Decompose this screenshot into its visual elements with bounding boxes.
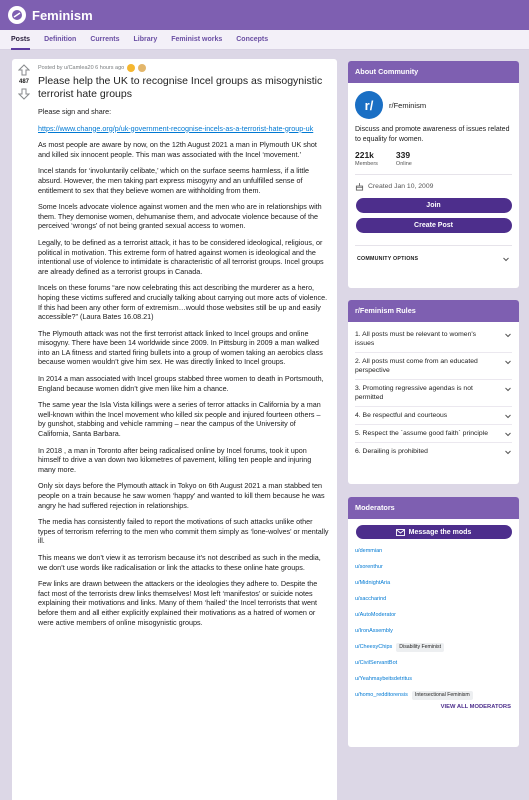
join-button[interactable]: Join — [356, 198, 512, 213]
moderator-item[interactable] — [348, 607, 519, 623]
message-mods-button[interactable] — [356, 525, 512, 539]
post-meta-text[interactable]: Posted by u/Camlea20 6 hours ago — [38, 65, 125, 71]
moderator-name[interactable]: u/MidnightAria — [355, 580, 391, 586]
moderator-name[interactable]: u/CheesyChips — [355, 644, 393, 650]
moderator-item[interactable] — [348, 543, 519, 559]
vote-column — [12, 59, 36, 100]
moderator-item[interactable] — [348, 591, 519, 607]
downvote-icon[interactable] — [18, 88, 30, 100]
divider — [355, 174, 512, 175]
chevron-down-icon — [504, 448, 512, 456]
post-paragraph: Please sign and share: — [38, 107, 112, 116]
post-paragraph: This means we don’t view it as terrorism because it’s not described as such in the media, we don’t use words like radicalisation or link the attacks to these online hate groups. — [38, 552, 321, 572]
post-paragraph: Few links are drawn between the attackers or the ideologies they adhere to. Despite the fact most of the terrorists drew links themselves! Most left ‘manifestos’ or suicide notes explaining their motivations and links. Many of them ‘hailed’ the Incel terrorists that went before them and all either explicitly explained their motivations as a hatred of women or were active members of online misogynistic groups. — [38, 579, 318, 627]
moderator-item[interactable] — [348, 623, 519, 639]
post-paragraph: Legally, to be defined as a terrorist attack, it has to be considered ideological, religious, or political in motivation. This extreme form of hatred against women is ideological and the intentional use of violence to intimidate is characteristic of all terrorist groups. Incel groups are already defined as a terrorist groups in Canada. — [38, 237, 324, 276]
nav-tab-posts[interactable]: Posts — [11, 30, 30, 50]
rule-text: 3. Promoting regressive agendas is not permitted — [355, 385, 473, 401]
post-paragraph: As most people are aware by now, on the 12th August 2021 a man in Plymouth UK shot and killed six innocent people. This man was associated with the Incel ‘movement.’ — [38, 140, 317, 159]
chevron-down-icon — [504, 358, 512, 366]
rule-text: 2. All posts must come from an educated perspective — [355, 358, 478, 374]
view-all-moderators-link[interactable]: VIEW ALL MODERATORS — [440, 704, 511, 710]
petition-link[interactable]: https://www.change.org/p/uk-government-recognise-incels-as-a-terrorist-hate-group-uk — [38, 123, 314, 133]
moderators-card — [348, 497, 519, 747]
post-meta — [38, 63, 330, 73]
chevron-down-icon — [504, 385, 512, 393]
nav-tab-library[interactable]: Library — [133, 35, 158, 43]
community-stats — [355, 150, 512, 167]
rules-header: r/Feminism Rules — [348, 300, 519, 322]
moderator-item[interactable] — [348, 687, 519, 703]
upvote-icon[interactable] — [18, 64, 30, 76]
rule-text: 4. Be respectful and courteous — [355, 412, 448, 419]
moderator-item[interactable] — [348, 575, 519, 591]
post-paragraph: Only six days before the Plymouth attack in Tokyo on 6th August 2021 a man stabbed ten people on a train because he saw women ‘happy’ and wanted to kill them because he was angry he had suffered rejection in relationships. — [38, 481, 325, 510]
post-title[interactable]: Please help the UK to recognise Incel groups as misogynistic terrorist hate groups — [38, 75, 323, 100]
rule-item[interactable] — [355, 425, 512, 443]
message-mods-label: Message the mods — [408, 528, 472, 536]
about-community-card — [348, 61, 519, 288]
moderators-header: Moderators — [348, 497, 519, 519]
post-paragraph: Some Incels advocate violence against women and the men who are in relationships with them. They demonise women, dehumanise them, and advocate violence because of the perceived ‘wrongs’ of not being granted sexual access to women. — [38, 202, 322, 231]
nav-tab-concepts[interactable]: Concepts — [236, 35, 269, 43]
rule-item[interactable] — [355, 443, 512, 460]
rules-card — [348, 300, 519, 484]
chevron-down-icon — [504, 430, 512, 438]
post-paragraph: Incel stands for ‘involuntarily celibate,’ which on the surface seems harmless, if a little absurd. However, the men taking part express misogyny and an unfulfilled sense of entitlement to sex that they believe women are withholding from them. — [38, 166, 309, 195]
rule-text: 1. All posts must be relevant to women's issues — [355, 331, 477, 347]
moderator-item[interactable] — [348, 655, 519, 671]
rule-text: 5. Respect the `assume good faith` principle — [355, 430, 488, 437]
mail-icon — [396, 529, 405, 536]
moderator-item[interactable] — [348, 671, 519, 687]
about-community-header: About Community — [348, 61, 519, 83]
nav-tab-currents[interactable]: Currents — [90, 35, 120, 43]
post-text — [38, 107, 330, 627]
moderator-flair: Disability Feminist — [396, 643, 444, 652]
moderator-item[interactable] — [348, 559, 519, 575]
moderator-flair: Intersectional Feminism — [412, 691, 473, 700]
moderator-name[interactable]: u/AutoModerator — [355, 612, 396, 618]
community-options-label: COMMUNITY OPTIONS — [357, 255, 419, 262]
created-date — [355, 182, 512, 191]
moderator-name[interactable]: u/IronAssembly — [355, 628, 393, 634]
created-text: Created Jan 10, 2009 — [368, 183, 434, 190]
rule-item[interactable] — [355, 326, 512, 353]
moderator-name[interactable]: u/Yeahmaybeitsdetritus — [355, 676, 412, 682]
feminism-logo-icon[interactable] — [8, 6, 26, 24]
moderator-name[interactable]: u/demmian — [355, 548, 383, 554]
rule-item[interactable] — [355, 353, 512, 380]
cake-icon — [355, 182, 364, 191]
moderator-name[interactable]: u/CivilServantBot — [355, 660, 398, 666]
moderator-item[interactable] — [348, 639, 519, 655]
post-paragraph: Incels on these forums “are now celebrating this act describing the murderer as a hero, hoping these victims suffered and crucially talking about carrying out more acts of violence. If this had been any other form of extremism…would those websites still be up and easily accessible?” (Laura Bates 16.08.21) — [38, 283, 328, 322]
post-paragraph: The Plymouth attack was not the first terrorist attack linked to Incel groups and online misogyny. There have been 14 worldwide since 2009. In Pittsburg in 2009 a man walked into an LA fitness and started firing bullets into a group of women taking an aerobics class because women wouldn’t give him sex. He was directly linked to Incel groups. — [38, 328, 323, 367]
members-label: Members — [355, 161, 378, 167]
divider — [355, 245, 512, 246]
rule-text: 6. Derailing is prohibited — [355, 448, 428, 455]
nav-tab-feminist-works[interactable]: Feminist works — [171, 35, 223, 43]
post-paragraph: In 2018 , a man in Toronto after being radicalised online by Incel forums, took it upon himself to drive a van down two kilometres of pavement, killing ten people and injuring many more. — [38, 445, 312, 474]
subreddit-nav — [0, 30, 529, 50]
post-paragraph: The media has consistently failed to report the motivations of such attacks unlike other types of terrorism referring to the men who commit them simply as ‘lone-wolves’ or mentally ill. — [38, 517, 329, 546]
subreddit-title[interactable]: Feminism — [32, 7, 93, 23]
chevron-down-icon — [504, 331, 512, 339]
chevron-down-icon — [504, 412, 512, 420]
post-card — [12, 59, 337, 800]
vote-count: 487 — [18, 79, 29, 85]
subreddit-banner — [0, 0, 529, 30]
members-count: 221k — [355, 150, 374, 160]
community-options-toggle[interactable] — [355, 254, 512, 263]
wholesome-award-icon — [138, 64, 146, 72]
community-description: Discuss and promote awareness of issues related to equality for women. — [355, 126, 510, 143]
online-label: Online — [395, 161, 412, 167]
moderator-name[interactable]: u/saccharind — [355, 596, 387, 602]
post-paragraph: The same year the Isla Vista killings were a series of terror attacks in California by a man well-known within the Incel movement who killed six people and injured fourteen others – by gunshot, stabbing and vehicle ramming – near the campus of the University of California, Santa Barbara. — [38, 400, 321, 439]
moderator-name[interactable]: u/sorenthur — [355, 564, 383, 570]
create-post-button[interactable]: Create Post — [356, 218, 512, 233]
nav-tab-definition[interactable]: Definition — [44, 35, 77, 43]
community-name[interactable]: r/Feminism — [389, 100, 427, 110]
rule-item[interactable] — [355, 380, 512, 407]
rule-item[interactable] — [355, 407, 512, 425]
post-body — [38, 63, 330, 634]
community-avatar[interactable]: r/ — [355, 91, 383, 119]
chevron-down-icon — [502, 255, 510, 263]
post-paragraph: In 2014 a man associated with Incel groups stabbed three women to death in Portsmouth, England because women didn’t give men like him a chance. — [38, 374, 324, 393]
moderator-name[interactable]: u/homo_redditorensis — [355, 692, 408, 698]
online-count: 339 — [395, 150, 411, 160]
gold-award-icon — [127, 64, 135, 72]
